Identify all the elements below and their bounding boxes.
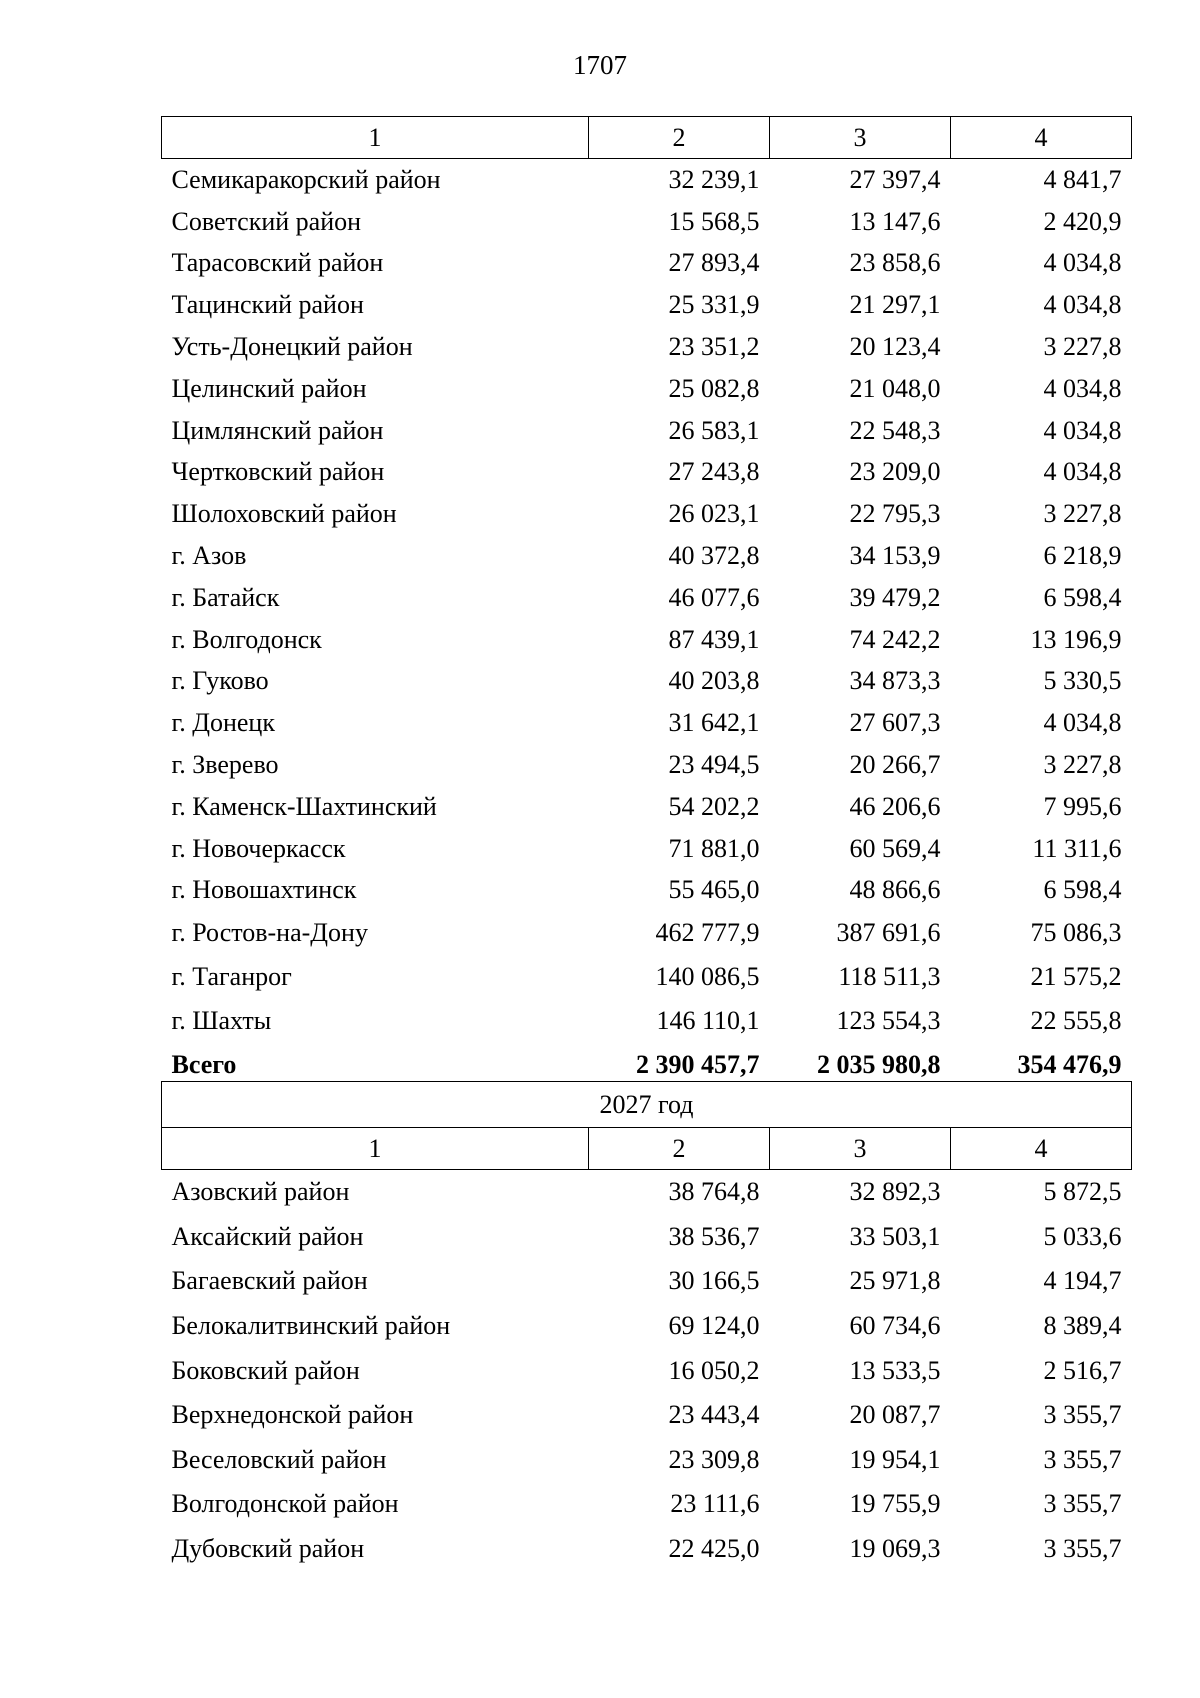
cell-col-4: 6 218,9 <box>1043 541 1122 571</box>
cell-col-4: 21 575,2 <box>1030 962 1122 992</box>
table-row <box>162 159 1132 201</box>
cell-col-3: 22 795,3 <box>849 499 941 529</box>
table-row <box>162 201 1132 243</box>
cell-col-2: 23 111,6 <box>670 1489 760 1519</box>
cell-col-4: 4 034,8 <box>1043 415 1122 445</box>
row-name: Всего <box>171 1050 237 1080</box>
cell-col-4: 5 872,5 <box>1043 1177 1122 1207</box>
table-row <box>162 1348 1132 1393</box>
cell-col-4: 4 194,7 <box>1043 1266 1122 1296</box>
table-row <box>162 999 1132 1043</box>
row-name: Дубовский район <box>171 1534 365 1564</box>
row-name: г. Новочеркасск <box>171 833 346 863</box>
row-name: Целинский район <box>171 373 367 403</box>
column-header: 3 <box>770 1128 951 1170</box>
column-header-row <box>162 1128 1132 1170</box>
cell-col-3: 34 873,3 <box>849 666 941 696</box>
data-table-section-1 <box>161 116 1132 1087</box>
cell-col-2: 40 372,8 <box>668 541 760 571</box>
cell-col-3: 21 048,0 <box>849 373 941 403</box>
row-name: г. Новошахтинск <box>171 875 357 905</box>
row-name: Семикаракорский район <box>171 164 441 194</box>
row-name: Тарасовский район <box>171 248 384 278</box>
cell-col-2: 30 166,5 <box>668 1266 760 1296</box>
cell-col-4: 3 227,8 <box>1043 332 1122 362</box>
cell-col-4: 4 034,8 <box>1043 708 1122 738</box>
cell-col-3: 33 503,1 <box>849 1221 941 1251</box>
cell-col-4: 11 311,6 <box>1032 833 1122 863</box>
row-name: Тацинский район <box>171 290 364 320</box>
cell-col-3: 48 866,6 <box>849 875 941 905</box>
row-name: Боковский район <box>171 1355 360 1385</box>
cell-col-2: 54 202,2 <box>668 791 760 821</box>
data-table-section-2 <box>161 1081 1132 1571</box>
cell-col-2: 40 203,8 <box>668 666 760 696</box>
cell-col-2: 25 082,8 <box>668 373 760 403</box>
cell-col-3: 25 971,8 <box>849 1266 941 1296</box>
cell-col-3: 74 242,2 <box>849 624 941 654</box>
table-row <box>162 955 1132 999</box>
row-name: Аксайский район <box>171 1221 364 1251</box>
cell-col-2: 23 494,5 <box>668 750 760 780</box>
table-row <box>162 452 1132 494</box>
table-row <box>162 368 1132 410</box>
row-name: Волгодонской район <box>171 1489 399 1519</box>
cell-col-3: 46 206,6 <box>849 791 941 821</box>
cell-col-3: 22 548,3 <box>849 415 941 445</box>
cell-col-3: 19 954,1 <box>849 1444 941 1474</box>
row-name: г. Шахты <box>171 1006 272 1036</box>
column-header: 1 <box>162 117 589 159</box>
cell-col-2: 23 351,2 <box>668 332 760 362</box>
cell-col-2: 25 331,9 <box>668 290 760 320</box>
cell-col-3: 34 153,9 <box>849 541 941 571</box>
table-row <box>162 786 1132 828</box>
cell-col-3: 21 297,1 <box>849 290 941 320</box>
cell-col-3: 23 209,0 <box>849 457 941 487</box>
cell-col-4: 354 476,9 <box>1017 1050 1122 1080</box>
cell-col-3: 2 035 980,8 <box>817 1050 941 1080</box>
table-row <box>162 326 1132 368</box>
row-name: г. Гуково <box>171 666 269 696</box>
cell-col-4: 3 227,8 <box>1043 750 1122 780</box>
table-row <box>162 1482 1132 1527</box>
row-name: Советский район <box>171 206 362 236</box>
cell-col-4: 4 841,7 <box>1043 164 1122 194</box>
row-name: г. Донецк <box>171 708 275 738</box>
cell-col-2: 69 124,0 <box>668 1311 760 1341</box>
row-name: Шолоховский район <box>171 499 397 529</box>
cell-col-3: 20 087,7 <box>849 1400 941 1430</box>
row-name: г. Каменск-Шахтинский <box>171 791 437 821</box>
table-row <box>162 1170 1132 1215</box>
cell-col-3: 32 892,3 <box>849 1177 941 1207</box>
cell-col-2: 27 243,8 <box>668 457 760 487</box>
cell-col-4: 22 555,8 <box>1030 1006 1122 1036</box>
cell-col-4: 4 034,8 <box>1043 457 1122 487</box>
table-row <box>162 1304 1132 1349</box>
cell-col-2: 27 893,4 <box>668 248 760 278</box>
row-name: Усть-Донецкий район <box>171 332 413 362</box>
table-row <box>162 1438 1132 1483</box>
row-name: Чертковский район <box>171 457 385 487</box>
column-header: 2 <box>589 1128 770 1170</box>
cell-col-4: 8 389,4 <box>1043 1311 1122 1341</box>
row-name: Веселовский район <box>171 1444 387 1474</box>
cell-col-4: 13 196,9 <box>1030 624 1122 654</box>
cell-col-2: 16 050,2 <box>668 1355 760 1385</box>
table-row <box>162 410 1132 452</box>
cell-col-4: 3 355,7 <box>1043 1489 1122 1519</box>
cell-col-2: 31 642,1 <box>668 708 760 738</box>
cell-col-2: 2 390 457,7 <box>636 1050 760 1080</box>
cell-col-3: 19 755,9 <box>849 1489 941 1519</box>
cell-col-3: 19 069,3 <box>849 1534 941 1564</box>
table-row <box>162 619 1132 661</box>
cell-col-4: 4 034,8 <box>1043 373 1122 403</box>
row-name: г. Таганрог <box>171 962 292 992</box>
page-number: 1707 <box>573 50 627 80</box>
table-row <box>162 744 1132 786</box>
column-header: 4 <box>951 117 1132 159</box>
cell-col-3: 13 533,5 <box>849 1355 941 1385</box>
cell-col-2: 38 764,8 <box>668 1177 760 1207</box>
table-row <box>162 911 1132 955</box>
cell-col-3: 387 691,6 <box>836 918 941 948</box>
cell-col-3: 60 734,6 <box>849 1311 941 1341</box>
cell-col-2: 87 439,1 <box>668 624 760 654</box>
table-row <box>162 284 1132 326</box>
table-row <box>162 702 1132 744</box>
cell-col-3: 23 858,6 <box>849 248 941 278</box>
row-name: Багаевский район <box>171 1266 368 1296</box>
cell-col-2: 146 110,1 <box>656 1006 760 1036</box>
cell-col-4: 6 598,4 <box>1043 875 1122 905</box>
cell-col-3: 39 479,2 <box>849 582 941 612</box>
cell-col-3: 13 147,6 <box>849 206 941 236</box>
cell-col-2: 140 086,5 <box>655 962 760 992</box>
cell-col-4: 2 516,7 <box>1043 1355 1122 1385</box>
column-header: 3 <box>770 117 951 159</box>
cell-col-3: 123 554,3 <box>836 1006 941 1036</box>
cell-col-4: 5 033,6 <box>1043 1221 1122 1251</box>
table-row <box>162 828 1132 870</box>
cell-col-4: 7 995,6 <box>1043 791 1122 821</box>
cell-col-4: 75 086,3 <box>1030 918 1122 948</box>
column-header: 2 <box>589 117 770 159</box>
cell-col-2: 462 777,9 <box>655 918 760 948</box>
cell-col-2: 23 443,4 <box>668 1400 760 1430</box>
row-name: Верхнедонской район <box>171 1400 414 1430</box>
table-row <box>162 493 1132 535</box>
row-name: Белокалитвинский район <box>171 1311 451 1341</box>
table-row <box>162 1527 1132 1572</box>
cell-col-2: 32 239,1 <box>668 164 760 194</box>
cell-col-2: 26 023,1 <box>668 499 760 529</box>
row-name: г. Волгодонск <box>171 624 322 654</box>
row-name: г. Батайск <box>171 582 280 612</box>
table-row <box>162 535 1132 577</box>
row-name: г. Зверево <box>171 750 279 780</box>
year-header-row <box>162 1082 1132 1128</box>
cell-col-3: 20 123,4 <box>849 332 941 362</box>
cell-col-2: 15 568,5 <box>668 206 760 236</box>
row-name: Азовский район <box>171 1177 350 1207</box>
cell-col-2: 22 425,0 <box>668 1534 760 1564</box>
table-row <box>162 1259 1132 1304</box>
cell-col-2: 46 077,6 <box>668 582 760 612</box>
table-row <box>162 577 1132 619</box>
column-header: 4 <box>951 1128 1132 1170</box>
column-header: 1 <box>162 1128 589 1170</box>
table-row <box>162 1215 1132 1260</box>
cell-col-3: 118 511,3 <box>838 962 941 992</box>
cell-col-3: 20 266,7 <box>849 750 941 780</box>
year-label: 2027 год <box>162 1082 1132 1128</box>
cell-col-2: 23 309,8 <box>668 1444 760 1474</box>
table-row <box>162 870 1132 912</box>
cell-col-3: 60 569,4 <box>849 833 941 863</box>
cell-col-3: 27 607,3 <box>849 708 941 738</box>
cell-col-4: 6 598,4 <box>1043 582 1122 612</box>
table-row <box>162 1393 1132 1438</box>
cell-col-4: 5 330,5 <box>1043 666 1122 696</box>
cell-col-2: 26 583,1 <box>668 415 760 445</box>
row-name: Цимлянский район <box>171 415 384 445</box>
cell-col-4: 2 420,9 <box>1043 206 1122 236</box>
cell-col-2: 38 536,7 <box>668 1221 760 1251</box>
row-name: г. Ростов-на-Дону <box>171 918 368 948</box>
cell-col-3: 27 397,4 <box>849 164 941 194</box>
row-name: г. Азов <box>171 541 247 571</box>
cell-col-4: 3 355,7 <box>1043 1534 1122 1564</box>
cell-col-4: 4 034,8 <box>1043 290 1122 320</box>
cell-col-2: 55 465,0 <box>668 875 760 905</box>
cell-col-4: 3 355,7 <box>1043 1400 1122 1430</box>
table-row <box>162 243 1132 285</box>
column-header-row <box>162 117 1132 159</box>
cell-col-4: 3 355,7 <box>1043 1444 1122 1474</box>
cell-col-4: 4 034,8 <box>1043 248 1122 278</box>
cell-col-4: 3 227,8 <box>1043 499 1122 529</box>
cell-col-2: 71 881,0 <box>668 833 760 863</box>
table-row <box>162 661 1132 703</box>
